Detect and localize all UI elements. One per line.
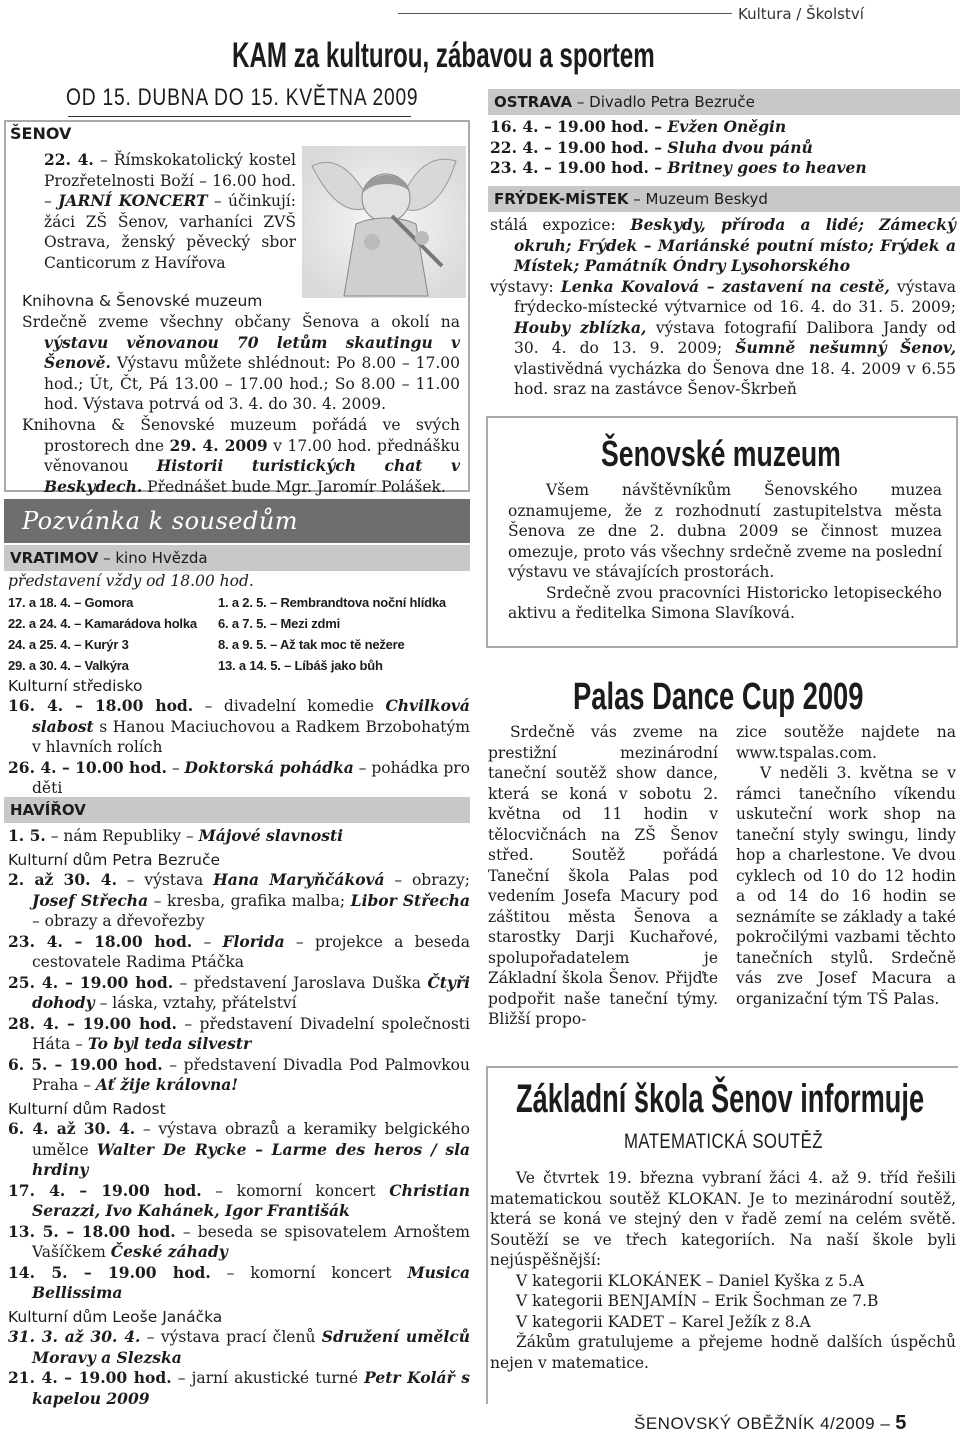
frydek-bar: FRÝDEK-MÍSTEK – Muzeum Beskyd — [488, 186, 960, 212]
senov-lecture: Knihovna & Šenovské muzeum pořádá ve svých prostorech dne 29. 4. 2009 v 17.00 hod. přednášku věnovanou Historii turistických chat v Beskydech. Přednášet bude Mgr. Jaromír Polášek. — [22, 416, 461, 496]
palas-title: Palas Dance Cup 2009 — [573, 676, 864, 718]
vratimov-events: 16. 4. – 18.00 hod. – divadelní komedie Chvilková slabost s Hanou Maciuchovou a Radkem Brzobohatým v hlavních rolích 26. 4. – 10.00 hod. – Doktorská pohádka – pohádka pro děti — [8, 696, 471, 797]
senov-venue: Knihovna & Šenovské muzeum — [22, 292, 263, 310]
zs-subtitle: MATEMATICKÁ SOUTĚŽ — [624, 1130, 823, 1153]
ostrava-item: 16. 4. – 19.00 hod. – Evžen Oněgin — [490, 117, 787, 136]
havirov-bar: HAVÍŘOV — [4, 797, 470, 823]
header-rule — [398, 13, 732, 14]
winner-item: V kategorii BENJAMÍN – Erik Šochman ze 7.B — [516, 1292, 879, 1310]
ostrava-item: 22. 4. – 19.00 hod. – Sluha dvou pánů — [490, 137, 813, 157]
venue-janacek: Kulturní dům Leoše Janáčka — [8, 1307, 223, 1326]
zs-title: Základní škola Šenov informuje — [516, 1077, 925, 1121]
senov-heading: ŠENOV — [10, 124, 72, 143]
venue-radost: Kulturní dům Radost — [8, 1099, 166, 1118]
palas-col2: zice soutěže najdete na www.tspalas.com. V neděli 3. května se v rámci tanečního víkendu uskuteční work shop na taneční styly swingu, lindy hop a charlestone. Ve dvou cyklech od 10 do 12 hodin a od 14 do 16 hodin se seznámíte se základy a také pokročilými vazbami těchto tanečních stylů. Srdečně vás zve Josef Macura a organizační tým TŠ Palas. — [736, 723, 956, 1008]
film-item: 13. a 14. 5. – Líbáš jako bůh — [218, 658, 383, 673]
pozvanka-title: Pozvánka k sousedům — [22, 507, 299, 535]
film-item: 6. a 7. 5. – Mezi zdmi — [218, 616, 341, 631]
magazine-name: ŠENOVSKÝ OBĚŽNÍK 4/2009 – — [634, 1414, 891, 1433]
film-item: 22. a 24. 4. – Kamarádova holka — [8, 616, 197, 631]
palas-col1: Srdečně vás zveme na prestižní mezinárodní taneční soutěž show dance, která se koná v sobotu 2. května od 11 hodin v tělocvičnách na ZŠ Šenov střed. Soutěž pořádá Taneční škola Palas pod vedením Josefa Macury pod záštitou města Šenova a starostky Darji Kuchařové, spolupořadatelem je Základní škola Šenov. Přijďte podpořit naše taneční týmy. Bližší propo- — [488, 723, 718, 1028]
winner-item: V kategorii KADET – Karel Ježík z 8.A — [516, 1312, 811, 1331]
film-item: 1. a 2. 5. – Rembrandtova noční hlídka — [218, 595, 446, 610]
vratimov-bar: VRATIMOV – kino Hvězda — [4, 545, 470, 571]
date-range: OD 15. DUBNA DO 15. KVĚTNA 2009 — [66, 84, 419, 111]
film-item: 24. a 25. 4. – Kurýr 3 — [8, 637, 129, 652]
havirov-events: 1. 5. – nám Republiky – Májové slavnosti Kulturní dům Petra Bezruče 2. až 30. 4. – výstava Hana Maryňčáková – obrazy; Josef Střecha – kresba, grafika malba; Libor Střecha – obrazy a dřevořezby 23. 4. – 18.00 hod. – Florida – projekce a beseda cestovatele Radima Ptáčka 25. 4. – 19.00 hod. – představení Jaroslava Duška Čtyři dohody – láska, vztahy, přátelství 28. 4. – 19.00 hod. – představení Divadelní společnosti Háta – To byl teda silvestr 6. 5. – 19.00 hod. – představení Divadla Pod Palmovkou Praha – Ať žije královna! Kulturní dům Radost 6. 4. až 30. 4. – výstava obrazů a keramiky belgického umělce Walter De Rycke – Larme des heros / sla hrdiny 17. 4. – 19.00 hod. – komorní koncert Christian Serazzi, Ivo Kahánek, Igor Františák 13. 5. – 18.00 hod. – beseda se spisovatelem Arnoštem Vašíčkem České záhady 14. 5. – 19.00 hod. – komorní koncert Musica Bellissima Kulturní dům Leoše Janáčka 31. 3. až 30. 4. – výstava prací členů Sdružení umělců Moravy a Slezska 21. 4. – 19.00 hod. – jarní akustické turné Petr Kolář s kapelou 2009 — [8, 826, 471, 1408]
vratimov-note: představení vždy od 18.00 hod. — [8, 572, 254, 590]
senov-concert: 22. 4. – Římskokatolický kostel Prozřetelnosti Boží – 16.00 hod. – JARNÍ KONCERT – účinkují: žáci ZŠ Šenov, varhaníci ZVŠ Ostrava, ženský pěvecký sbor Canticorum z Havířova — [44, 150, 296, 272]
films-left — [8, 592, 197, 676]
muzeum-text: Všem návštěvníkům Šenovského muzea oznamujeme, že z rozhodnutí zastupitelstva města Šenova ze dne 2. dubna 2009 se činnost muzea omezuje, proto vás všechny srdečně zveme na poslední výstavu ve stávajících prostorách. Srdečně zvou pracovníci Historicko letopiseckého aktivu a ředitelka Simona Slavíková. — [508, 481, 942, 622]
ostrava-list — [490, 117, 956, 179]
ostrava-bar: OSTRAVA – Divadlo Petra Bezruče — [488, 89, 960, 115]
muzeum-title: Šenovské muzeum — [601, 433, 841, 474]
angel-illustration — [302, 146, 466, 298]
winner-item: V kategorii KLOKÁNEK – Daniel Kyška z 5.A — [516, 1271, 865, 1290]
vratimov-venue: Kulturní středisko — [8, 677, 143, 695]
date-range-rule — [68, 116, 411, 117]
film-item: 17. a 18. 4. – Gomora — [8, 595, 134, 610]
film-item: 29. a 30. 4. – Valkýra — [8, 658, 129, 673]
page-number: 5 — [895, 1412, 907, 1434]
main-title: KAM za kulturou, zábavou a sportem — [232, 36, 655, 75]
frydek-text: stálá expozice: Beskydy, příroda a lidé; Zámecký okruh; Frýdek – Mariánské poutní místo; Frýdek a Místek; Památník Óndry Lysohorského výstavy: Lenka Kovalová – zastavení na cestě, výstava frýdecko-místecké výtvarnice od 16. 4. do 31. 5. 2009; Houby zblízka, výstava fotografií Dalibora Jandy od 30. 4. do 13. 9. 2009; Šumně nešumný Šenov, vlastivědná vycházka do Šenova dne 18. 4. 2009 v 6.55 hod. sraz na zastávce Šenov-Škrbeň — [490, 215, 956, 398]
venue-bezruc: Kulturní dům Petra Bezruče — [8, 850, 221, 869]
senov-skauting: Srdečně zveme všechny občany Šenova a okolí na výstavu věnovanou 70 letům skautingu v Šenově. Výstavu můžete shlédnout: Po 8.00 – 17.00 hod.; Út, Čt, Pá 13.00 – 17.00 hod.; So 8.00 – 11.00 hod. Výstava potrvá od 3. 4. do 30. 4. 2009. — [22, 313, 460, 413]
page-footer — [634, 1413, 906, 1435]
section-label: Kultura / Školství — [738, 5, 864, 23]
ostrava-item: 23. 4. – 19.00 hod. – Britney goes to heaven — [490, 158, 867, 177]
film-item: 8. a 9. 5. – Až tak moc tě nežere — [218, 637, 405, 652]
zs-text: Ve čtvrtek 19. března vybraní žáci 4. až 9. tříd řešili matematickou soutěž KLOKAN. Je to mezinárodní soutěž, která se koná ve stejný den v řadě zemí na celém světě. Soutěží se ve třech kategoriích. Na naší škole byli nejúspěšnější: V kategorii KLOKÁNEK – Daniel Kyška z 5.A V kategorii BENJAMÍN – Erik Šochman ze 7.B V kategorii KADET – Karel Ježík z 8.A Žákům gratulujeme a přejeme hodně dalších úspěchů nejen v matematice. — [490, 1169, 956, 1372]
films-right — [218, 592, 446, 676]
